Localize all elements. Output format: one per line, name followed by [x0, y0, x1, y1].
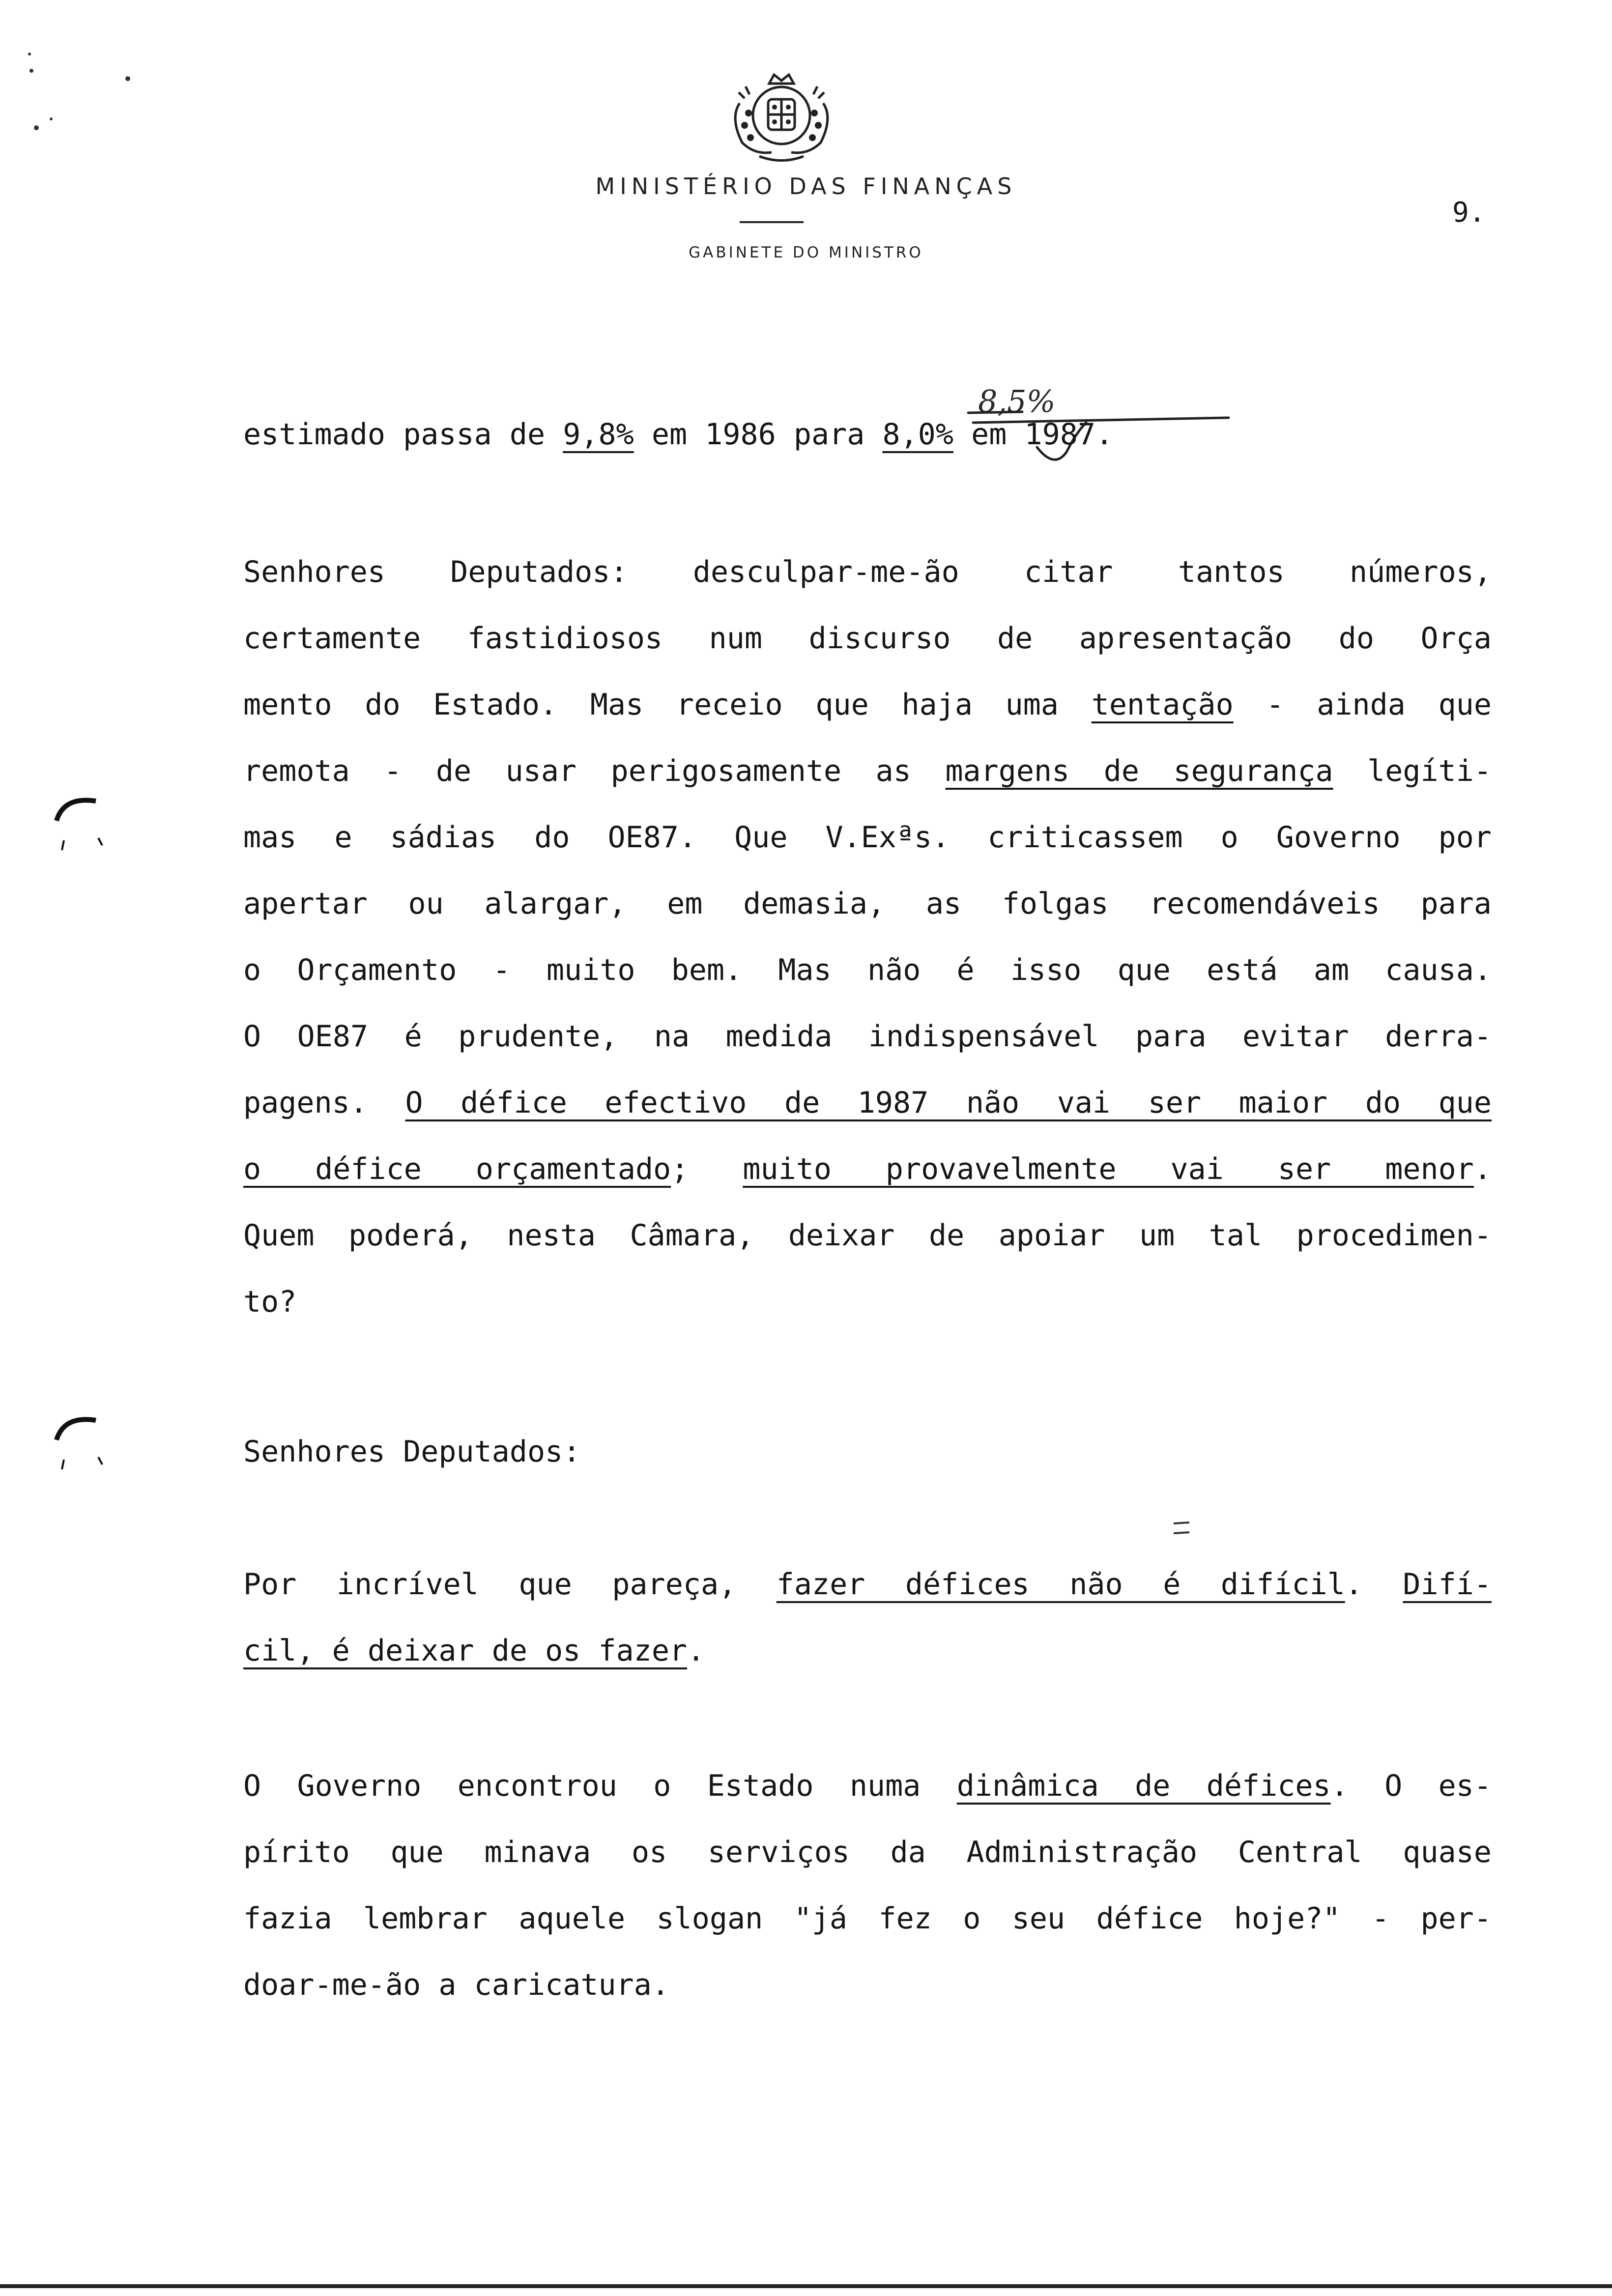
binder-hole-mark [49, 1406, 113, 1484]
text-line [243, 1769, 1492, 1803]
text-segment: to? [243, 1285, 297, 1319]
text-segment: Senhores Deputados: desculpar-me-ão citar tantos números, [243, 555, 1492, 589]
text-line [243, 1568, 1492, 1601]
page-number: 9. [1452, 197, 1486, 229]
text-segment: . [1473, 1152, 1492, 1186]
text-segment: em 1987. [953, 417, 1114, 452]
text-segment: mento do Estado. Mas receio que haja uma [243, 688, 1092, 722]
text-segment: ; [671, 1152, 743, 1186]
underlined-text: fazer défices não é difícil [776, 1567, 1345, 1602]
text-segment: Senhores Deputados: [243, 1435, 581, 1469]
text-segment: - ainda que [1233, 688, 1492, 722]
underlined-text: margens de segurança [945, 754, 1333, 788]
ministry-name: MINISTÉRIO DAS FINANÇAS [595, 173, 1017, 200]
underlined-text: muito provavelmente vai ser menor [743, 1152, 1474, 1186]
text-line [243, 953, 1492, 987]
underlined-text: dinâmica de défices [956, 1769, 1331, 1803]
text-segment: . O es- [1330, 1769, 1492, 1803]
underlined-text: tentação [1091, 688, 1234, 722]
text-segment: pagens. [243, 1086, 405, 1120]
underlined-text: 9,8% [563, 417, 634, 452]
text-line [243, 1836, 1492, 1869]
text-line [243, 887, 1492, 920]
office-name: GABINETE DO MINISTRO [689, 244, 923, 261]
text-line [243, 622, 1492, 655]
text-line [243, 754, 1492, 788]
text-line [243, 1219, 1492, 1252]
text-line [243, 418, 1492, 451]
underlined-text: O défice efectivo de 1987 não vai ser maior do que [405, 1086, 1492, 1120]
text-segment: apertar ou alargar, em demasia, as folgas recomendáveis para [243, 887, 1492, 921]
binder-hole-mark [49, 786, 113, 865]
text-segment: fazia lembrar aquele slogan "já fez o seu défice hoje?" - per- [243, 1901, 1492, 1936]
underlined-text: cil, é deixar de os fazer [243, 1634, 688, 1668]
scan-speck [118, 69, 147, 108]
text-segment: certamente fastidiosos num discurso de apresentação do Orça [243, 621, 1492, 656]
text-line [243, 1285, 1492, 1319]
text-line [243, 821, 1492, 854]
page-bottom-rule [0, 2284, 1612, 2288]
text-line [243, 1086, 1492, 1119]
text-segment: . [687, 1634, 705, 1668]
text-segment: Quem poderá, nesta Câmara, deixar de apoiar um tal procedimen- [243, 1218, 1492, 1253]
text-line [243, 555, 1492, 589]
header-rule [740, 221, 804, 223]
text-segment: Por incrível que pareça, [243, 1567, 777, 1602]
text-line [243, 688, 1492, 721]
text-line [243, 1020, 1492, 1053]
underlined-text: 8,0% [882, 417, 953, 452]
text-segment: estimado passa de [243, 417, 563, 452]
scan-speck [25, 49, 54, 88]
coat-of-arms-emblem [725, 69, 838, 162]
text-segment: remota - de usar perigosamente as [243, 754, 946, 788]
text-segment: doar-me-ão a caricatura. [243, 1968, 669, 2002]
text-line [243, 1902, 1492, 1935]
text-segment: em 1986 para [633, 417, 883, 452]
text-segment: mas e sádias do OE87. Que V.Exªs. criticassem o Governo por [243, 820, 1492, 855]
text-segment: . [1345, 1567, 1403, 1602]
text-line [243, 1634, 1492, 1667]
text-segment: O OE87 é prudente, na medida indispensável para evitar derra- [243, 1019, 1492, 1054]
text-line [243, 1968, 1492, 2002]
scan-speck [29, 113, 59, 152]
text-line [243, 1435, 1492, 1468]
text-segment: O Governo encontrou o Estado numa [243, 1769, 957, 1803]
text-segment: o Orçamento - muito bem. Mas não é isso que está am causa. [243, 953, 1492, 987]
handwritten-annotation: 8,5% [978, 383, 1056, 419]
text-segment: pírito que minava os serviços da Administração Central quase [243, 1835, 1492, 1869]
underlined-text: Difí- [1403, 1567, 1492, 1602]
underlined-text: o défice orçamentado [243, 1152, 671, 1186]
text-line [243, 1152, 1492, 1186]
scan-speck [1170, 1509, 1199, 1548]
text-segment: legíti- [1333, 754, 1492, 788]
